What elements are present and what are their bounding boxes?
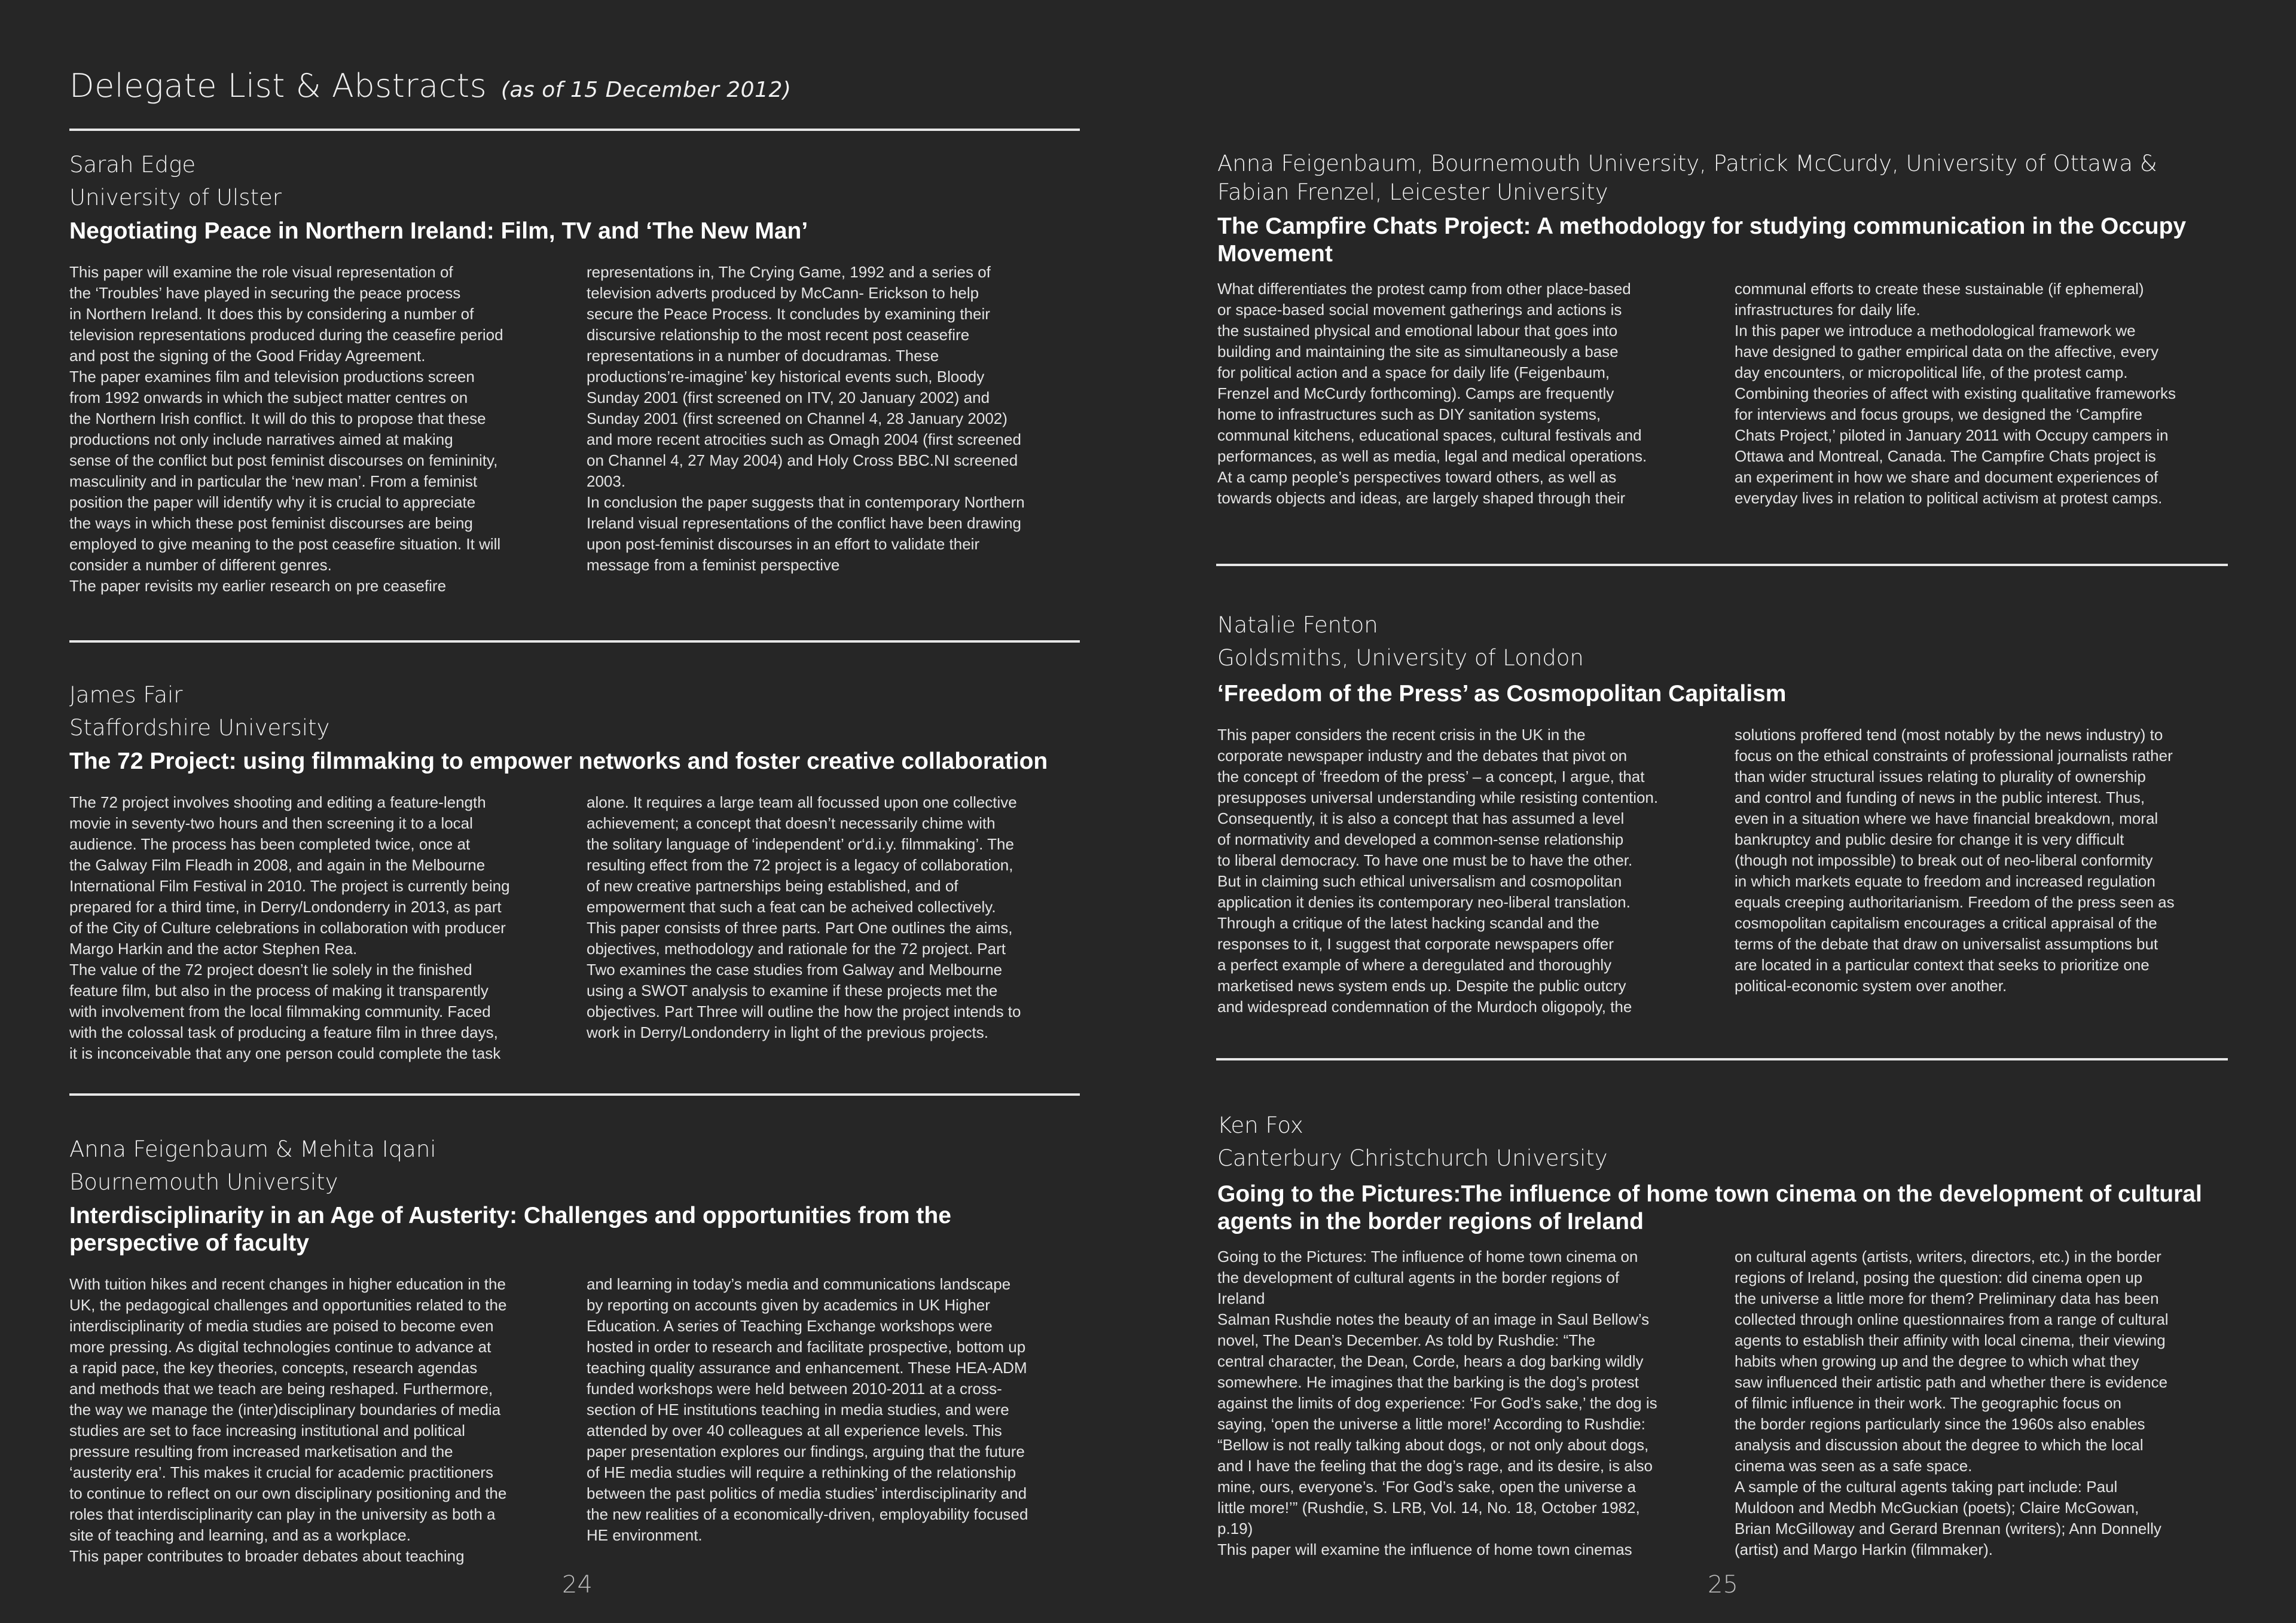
abstract-body — [69, 262, 1080, 597]
abstract-body — [1217, 725, 2228, 1017]
institution: Bournemouth University — [69, 1169, 338, 1195]
abstract-column-2: on cultural agents (artists, writers, directors, etc.) in the border regions of Ireland, posing the question: did cinema open up the universe a little more for them? Preliminary data has been collected through online questionnaires from a range of cultural agents to establish their affinity with local cinema, their viewing habits when growing up and the degree to which what they saw influenced their artistic path and whether there is evidence of filmic influence in their work. The geographic focus on the border regions particularly since the 1960s also enables analysis and discussion about the degree to which the local cinema was seen as a safe space. A sample of the cultural agents taking part include: Paul Muldoon and Medbh McGuckian (poets); Claire McGowan, Brian McGilloway and Gerard Brennan (writers); Ann Donnelly (artist) and Margo Harkin (filmmaker). — [1735, 1248, 2169, 1558]
abstract-body — [1217, 1246, 2228, 1560]
institution: University of Ulster — [69, 185, 282, 210]
abstract-title: Negotiating Peace in Northern Ireland: Film, TV and ‘The New Man’ — [69, 218, 808, 244]
page-title — [69, 67, 791, 105]
author-name: Ken Fox — [1217, 1112, 1303, 1138]
abstract-column-1: Going to the Pictures: The influence of home town cinema on the development of cultural agents in the border regions of Ireland Salman Rushdie notes the beauty of an image in Saul Bellow’s novel, The Dean’s December. As told by Rushdie: “The central character, the Dean, Corde, hears a dog barking wildly somewhere. He imagines that the barking is the dog’s protest against the limits of dog experience: ‘For God’s sake,’ the dog is saying, ‘open the universe a little more!’ According to Rushdie: “Bellow is not really talking about dogs, or not only about dogs, and I have the feeling that the dog’s rage, and its desire, is also mine, ours, everyone’s. ‘For God’s sake, open the universe a little more!’” (Rushdie, S. LRB, Vol. 14, No. 18, October 1982, p.19) This paper will examine the influence of home town cinemas — [1217, 1248, 1657, 1558]
author-name: James Fair — [69, 682, 183, 708]
abstract-entry — [69, 1133, 1080, 1567]
section-divider — [69, 640, 1080, 643]
abstract-body — [69, 792, 1080, 1064]
abstract-column-2: and learning in today’s media and communications landscape by reporting on accounts given by academics in UK Higher Education. A series of Teaching Exchange workshops were hosted in order to research and facilitate prospective, bottom up teaching quality assurance and enhancement. These HEA-ADM funded workshops were held between 2010-2011 at a cross- section of HE institutions teaching in media studies, and were attended by over 40 colleagues at all experience levels. This paper presentation explores our findings, arguing that the future of HE media studies will require a rethinking of the relationship between the past politics of media studies’ interdisciplinarity and the new realities of a economically-driven, employability focused HE environment. — [587, 1275, 1028, 1544]
abstract-title: Going to the Pictures:The influence of home town cinema on the development of cultural agents in the border regions of Ireland — [1217, 1181, 2202, 1234]
abstract-entry — [69, 678, 1080, 1064]
page-title-text: Delegate List & Abstracts — [69, 67, 487, 105]
abstract-title: ‘Freedom of the Press’ as Cosmopolitan Capitalism — [1217, 681, 1787, 707]
abstract-column-1: What differentiates the protest camp from other place-based or space-based social movement gatherings and actions is the sustained physical and emotional labour that goes into building and maintaining the site as simultaneously a base for political action and a space for daily life (Feigenbaum, Frenzel and McCurdy forthcoming). Camps are frequently home to infrastructures such as DIY sanitation systems, communal kitchens, educational spaces, cultural festivals and performances, as well as media, legal and medical operations. At a camp people’s perspectives toward others, as well as towards objects and ideas, are largely shaped through their — [1217, 280, 1647, 507]
abstract-column-1: With tuition hikes and recent changes in higher education in the UK, the pedagogical challenges and opportunities related to the interdisciplinarity of media studies are poised to become even more pressing. As digital technologies continue to advance at a rapid pace, the key theories, concepts, research agendas and methods that we teach are being reshaped. Furthermore, the way we manage the (inter)disciplinary boundaries of media studies are set to face increasing institutional and political pressure resulting from increased marketisation and the ‘austerity era’. This makes it crucial for academic practitioners to continue to reflect on our own disciplinary positioning and the roles that interdisciplinarity can play in the university as both a site of teaching and learning, and as a workplace. This paper contributes to broader debates about teaching — [69, 1275, 507, 1565]
abstract-body — [1217, 279, 2228, 509]
abstract-body — [69, 1274, 1080, 1567]
abstract-column-1: The 72 project involves shooting and editing a feature-length movie in seventy-two hours and then screening it to a local audience. The process has been completed twice, once at the Galway Film Fleadh in 2008, and again in the Melbourne International Film Festival in 2010. The project is currently being prepared for a third time, in Derry/Londonderry in 2013, as part of the City of Culture celebrations in collaboration with producer Margo Harkin and the actor Stephen Rea. The value of the 72 project doesn’t lie solely in the finished feature film, but also in the process of making it transparently with involvement from the local filmmaking community. Faced with the colossal task of producing a feature film in three days, it is inconceivable that any one person could complete the task — [69, 793, 510, 1062]
institution: Goldsmiths, University of London — [1217, 645, 1584, 671]
abstract-column-1: This paper considers the recent crisis in the UK in the corporate newspaper industry and the debates that pivot on the concept of ‘freedom of the press’ – a concept, I argue, that presupposes universal understanding while resisting contention. Consequently, it is also a concept that has assumed a level of normativity and developed a common-sense relationship to liberal democracy. To have one must be to have the other. But in claiming such ethical universalism and cosmopolitan application it denies its contemporary neo-liberal translation. Through a critique of the latest hacking scandal and the responses to it, I suggest that corporate newspapers offer a perfect example of where a deregulated and thoroughly marketised news system ends up. Despite the public outcry and widespread condemnation of the Murdoch oligopoly, the — [1217, 726, 1659, 1016]
page-number-left: 24 — [562, 1571, 593, 1598]
abstract-entry — [1217, 149, 2228, 509]
institution: Staffordshire University — [69, 715, 330, 741]
header-divider — [69, 129, 1080, 131]
abstract-column-2: communal efforts to create these sustainable (if ephemeral) infrastructures for daily life. In this paper we introduce a methodological framework we have designed to gather empirical data on the affective, every day encounters, or micropolitical life, of the protest camp. Combining theories of affect with existing qualitative frameworks for interviews and focus groups, we designed the ‘Campfire Chats Project,’ piloted in January 2011 with Occupy campers in Ottawa and Montreal, Canada. The Campfire Chats project is an experiment in how we share and document experiences of everyday lives in relation to political activism at protest camps. — [1735, 280, 2176, 507]
author-name: Anna Feigenbaum, Bournemouth University, Patrick McCurdy, University of Ottawa & Fabian Frenzel, Leicester University — [1217, 151, 2157, 205]
author-name: Anna Feigenbaum & Mehita Iqani — [69, 1136, 436, 1162]
section-divider — [1216, 564, 2228, 566]
section-divider — [69, 1093, 1080, 1096]
abstract-column-1: This paper will examine the role visual representation of the ‘Troubles’ have played in securing the peace process in Northern Ireland. It does this by considering a number of television representations produced during the ceasefire period and post the signing of the Good Friday Agreement. The paper examines film and television productions screen from 1992 onwards in which the subject matter centres on the Northern Irish conflict. It will do this to propose that these productions not only include narratives aimed at making sense of the conflict but post feminist discourses on femininity, masculinity and in particular the ‘new man’. From a feminist position the paper will identify why it is crucial to appreciate the ways in which these post feminist discourses are being employed to give meaning to the post ceasefire situation. It will consider a number of different genres. The paper revisits my earlier research on pre ceasefire — [69, 263, 503, 595]
abstract-column-2: solutions proffered tend (most notably by the news industry) to focus on the ethical constraints of professional journalists rather than wider structural issues relating to plurality of ownership and control and funding of news in the public interest. Thus, even in a situation where we have financial breakdown, moral bankruptcy and public desire for change it is very difficult (though not impossible) to break out of neo-liberal conformity in which markets equate to freedom and increased regulation equals creeping authoritarianism. Freedom of the press seen as cosmopolitan capitalism encourages a critical appraisal of the terms of the debate that draw on universalist assumptions but are located in a particular context that seeks to prioritize one political-economic system over another. — [1735, 726, 2175, 995]
abstract-title: Interdisciplinarity in an Age of Austerity: Challenges and opportunities from the perspective of faculty — [69, 1203, 951, 1256]
institution: Canterbury Christchurch University — [1217, 1145, 1608, 1171]
page-number-right: 25 — [1708, 1571, 1738, 1598]
author-name: Sarah Edge — [69, 152, 196, 178]
section-divider — [1216, 1058, 2228, 1060]
page-subtitle: (as of 15 December 2012) — [500, 78, 792, 102]
author-name: Natalie Fenton — [1217, 612, 1378, 638]
abstract-entry — [69, 148, 1080, 597]
abstract-column-2: alone. It requires a large team all focussed upon one collective achievement; a concept that doesn’t necessarily chime with the solitary language of ‘independent’ or‘d.i.y. filmmaking’. The resulting effect from the 72 project is a legacy of collaboration, of new creative partnerships being established, and of empowerment that such a feat can be acheived collectively. This paper consists of three parts. Part One outlines the aims, objectives, methodology and rationale for the 72 project. Part Two examines the case studies from Galway and Melbourne using a SWOT analysis to examine if these projects met the objectives. Part Three will outline the how the project intends to work in Derry/Londonderry in light of the previous projects. — [587, 793, 1021, 1041]
abstract-title: The Campfire Chats Project: A methodology for studying communication in the Occupy Movement — [1217, 213, 2187, 267]
abstract-entry — [1217, 609, 2228, 1017]
abstract-column-2: representations in, The Crying Game, 1992 and a series of television adverts produced by McCann- Erickson to help secure the Peace Process. It concludes by examining their discursive relationship to the most recent post ceasefire representations in a number of docudramas. These productions’re-imagine’ key historical events such, Bloody Sunday 2001 (first screened on ITV, 20 January 2002) and Sunday 2001 (first screened on Channel 4, 28 January 2002) and more recent atrocities such as Omagh 2004 (first screened on Channel 4, 27 May 2004) and Holy Cross BBC.NI screened 2003. In conclusion the paper suggests that in contemporary Northern Ireland visual representations of the conflict have been drawing upon post-feminist discourses in an effort to validate their message from a feminist perspective — [587, 263, 1025, 574]
abstract-title: The 72 Project: using filmmaking to empower networks and foster creative collaboration — [69, 748, 1048, 774]
abstract-entry — [1217, 1109, 2228, 1560]
